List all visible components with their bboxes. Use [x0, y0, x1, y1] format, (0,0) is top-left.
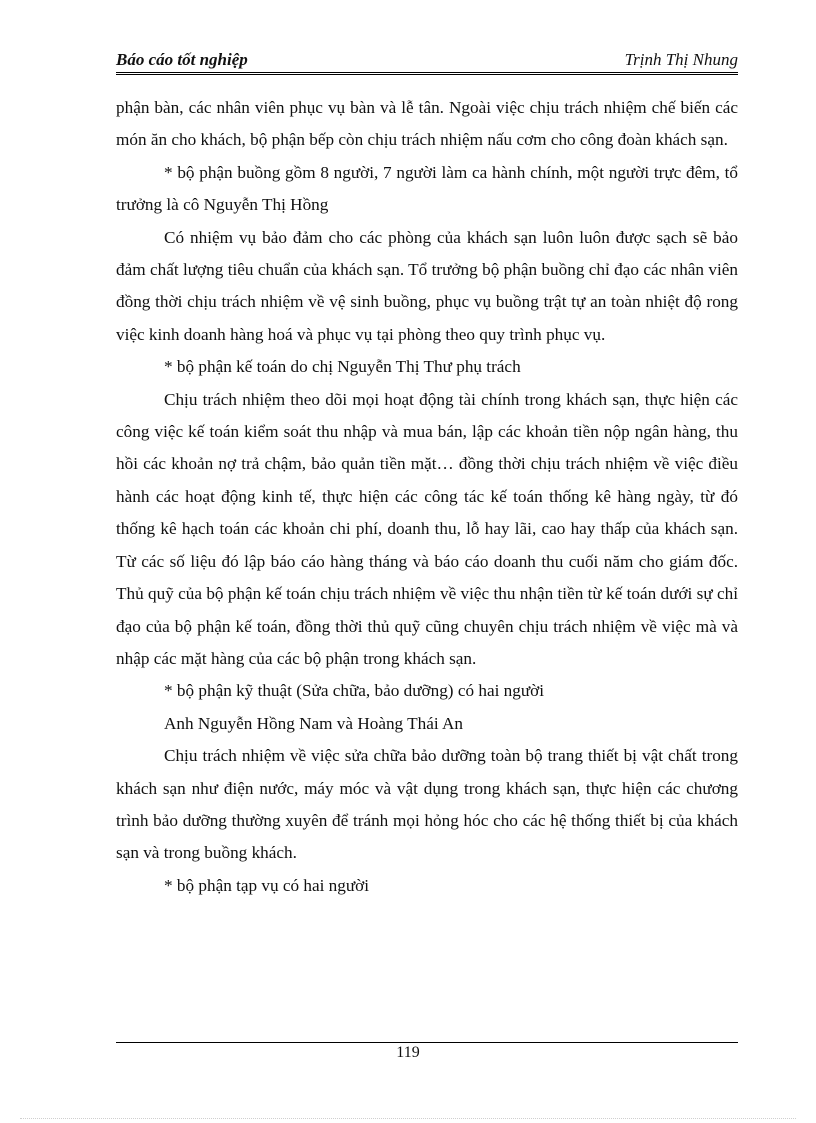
header-rule — [116, 72, 738, 75]
document-body — [116, 92, 738, 902]
section-technical: * bộ phận kỹ thuật (Sửa chữa, bảo dưỡng) có hai người — [164, 681, 545, 701]
header-title: Báo cáo tốt nghiệp — [116, 50, 248, 69]
page-header — [116, 46, 738, 72]
section-accounting: * bộ phận kế toán do chị Nguyễn Thị Thư phụ trách — [164, 357, 521, 377]
footer-rule — [116, 1042, 738, 1043]
paragraph-continuation: phận bàn, các nhân viên phục vụ bàn và lễ tân. Ngoài việc chịu trách nhiệm chế biến các món ăn cho khách, bộ phận bếp còn chịu trách nhiệm nấu cơm cho công đoàn khách sạn. — [116, 98, 738, 150]
paragraph-accounting-duties: Chịu trách nhiệm theo dõi mọi hoạt động tài chính trong khách sạn, thực hiện các công việc kế toán kiểm soát thu nhập và mua bán, lập các khoản tiền nộp ngân hàng, thu hồi các khoản nợ trả chậm, bảo quản tiền mặt… đồng thời chịu trách nhiệm về việc điều hành các hoạt động kinh tế, thực hiện các công tác kế toán thống kê hàng ngày, từ đó thống kê hạch toán các khoản chi phí, doanh thu, lỗ hay lãi, cao hay thấp của khách sạn. Từ các số liệu đó lập báo cáo hàng tháng và báo cáo doanh thu cuối năm cho giám đốc. Thủ quỹ của bộ phận kế toán chịu trách nhiệm về việc thu nhận tiền từ kế toán dưới sự chỉ đạo của bộ phận kế toán, đồng thời thủ quỹ cũng chuyên chịu trách nhiệm về việc mà và nhập các mặt hàng của các bộ phận trong khách sạn. — [116, 389, 738, 668]
paragraph-technical-staff: Anh Nguyễn Hồng Nam và Hoàng Thái An — [164, 713, 463, 733]
section-housekeeping: * bộ phận buồng gồm 8 người, 7 người làm ca hành chính, một người trực đêm, tổ trưởng là cô Nguyễn Thị Hồng — [116, 162, 738, 215]
section-janitorial: * bộ phận tạp vụ có hai người — [164, 875, 370, 895]
page-edge-divider — [20, 1118, 796, 1119]
paragraph-technical-duties: Chịu trách nhiệm về việc sửa chữa bảo dưỡng toàn bộ trang thiết bị vật chất trong khách sạn như điện nước, máy móc và vật dụng trong khách sạn, thực hiện các chương trình bảo dưỡng thường xuyên để tránh mọi hỏng hóc cho các hệ thống thiết bị của khách sạn và trong buồng khách. — [116, 746, 738, 863]
page-number: 119 — [396, 1044, 420, 1061]
header-author: Trịnh Thị Nhung — [624, 50, 738, 69]
paragraph-housekeeping-duties: Có nhiệm vụ bảo đảm cho các phòng của khách sạn luôn luôn được sạch sẽ bảo đảm chất lượng tiêu chuẩn của khách sạn. Tổ trưởng bộ phận buồng chỉ đạo các nhân viên đồng thời chịu trách nhiệm về vệ sinh buồng, phục vụ buồng trật tự an toàn nhiệt độ rong việc kinh doanh hàng hoá và phục vụ tại phòng theo quy trình phục vụ. — [116, 227, 738, 344]
